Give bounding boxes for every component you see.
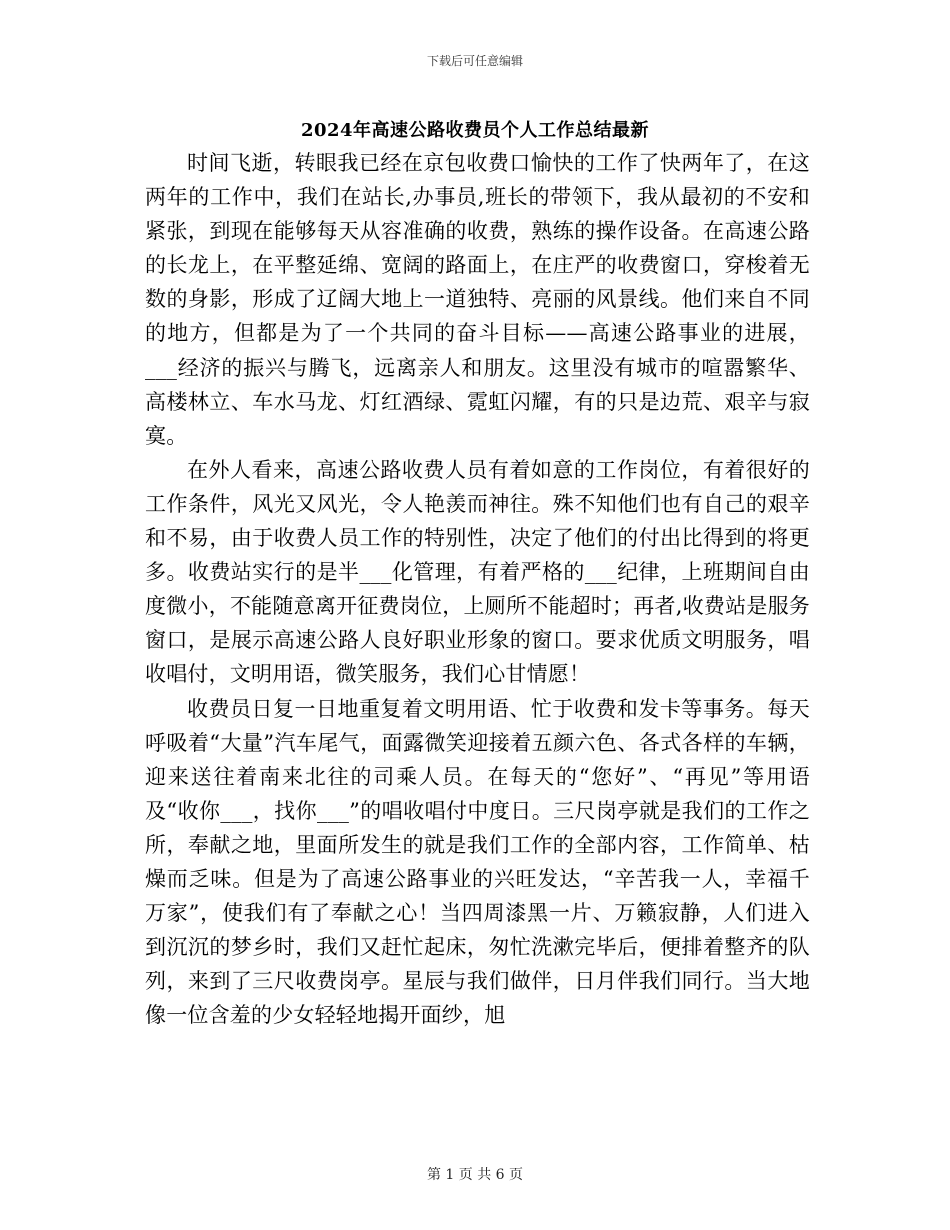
- paragraph: 在外人看来，高速公路收费人员有着如意的工作岗位，有着很好的工作条件，风光又风光，令人艳羡而神往。殊不知他们也有自己的艰辛和不易，由于收费人员工作的特别性，决定了他们的付出比得到的将更多。收费站实行的是半___化管理，有着严格的___纪律，上班期间自由度微小，不能随意离开征费岗位，上厕所不能超时；再者,收费站是服务窗口，是展示高速公路人良好职业形象的窗口。要求优质文明服务，唱收唱付，文明用语，微笑服务，我们心甘情愿！: [145, 457, 810, 687]
- header-note: 下载后可任意编辑: [426, 54, 523, 68]
- page-number-footer: 第 1 页 共 6 页: [426, 1167, 524, 1183]
- paragraph: 收费员日复一日地重复着文明用语、忙于收费和发卡等事务。每天呼吸着“大量”汽车尾气，面露微笑迎接着五颜六色、各式各样的车辆，迎来送往着南来北往的司乘人员。在每天的“您好”、“再见”等用语及“收你___，找你___”的唱收唱付中度日。三尺岗亭就是我们的工作之所，奉献之地，里面所发生的就是我们工作的全部内容，工作简单、枯燥而乏味。但是为了高速公路事业的兴旺发达，“辛苦我一人，幸福千万家”，使我们有了奉献之心！当四周漆黑一片、万籁寂静，人们进入到沉沉的梦乡时，我们又赶忙起床，匆忙洗漱完毕后，便排着整齐的队列，来到了三尺收费岗亭。星辰与我们做伴，日月伴我们同行。当大地像一位含羞的少女轻轻地揭开面纱，旭: [145, 696, 810, 1028]
- paragraph: 时间飞逝，转眼我已经在京包收费口愉快的工作了快两年了，在这两年的工作中，我们在站长,办事员,班长的带领下，我从最初的不安和紧张，到现在能够每天从容准确的收费，熟练的操作设备。在高速公路的长龙上，在平整延绵、宽阔的路面上，在庄严的收费窗口，穿梭着无数的身影，形成了辽阔大地上一道独特、亮丽的风景线。他们来自不同的地方，但都是为了一个共同的奋斗目标——高速公路事业的进展，___经济的振兴与腾飞，远离亲人和朋友。这里没有城市的喧嚣繁华、高楼林立、车水马龙、灯红酒绿、霓虹闪耀，有的只是边荒、艰辛与寂寞。: [145, 151, 810, 448]
- document-body: [145, 146, 810, 1032]
- document-title: 2024年高速公路收费员个人工作总结最新: [300, 120, 650, 141]
